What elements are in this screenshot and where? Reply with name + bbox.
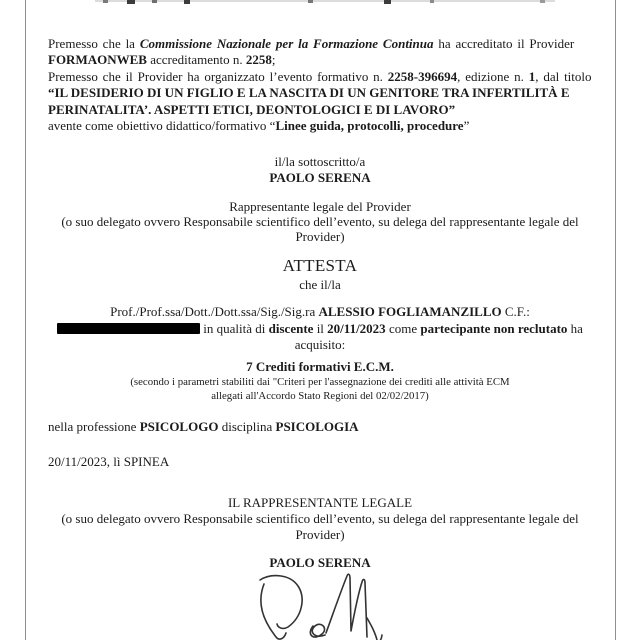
- text-run: PERINATALITA’. ASPETTI ETICI, DEONTOLOGICI E DI LAVORO”: [48, 101, 456, 117]
- credits-note: [28, 376, 612, 404]
- text-run: 2258: [245, 52, 272, 68]
- preamble-paragraph: [48, 36, 592, 134]
- preamble-line-1: [48, 36, 575, 52]
- attesta-block: [28, 255, 612, 293]
- text-run: disciplina: [218, 419, 276, 434]
- text-run: Linee guida, protocolli, procedure: [275, 118, 464, 134]
- legal-line: (o suo delegato ovvero Responsabile scientifico dell’evento, su delega del rappresentante legale del: [61, 511, 579, 526]
- text-run: , dal titolo: [535, 68, 592, 84]
- preamble-line-5: [48, 102, 575, 118]
- credits-block: [28, 359, 612, 404]
- text-run: C.F.:: [501, 304, 530, 319]
- text-fragment: [540, 0, 545, 3]
- redacted-codice-fiscale: [57, 323, 200, 334]
- credits-note-line-1: (secondo i parametri stabiliti dai "Criteri per l'assegnazione dei crediti alle attività ECM: [130, 376, 510, 388]
- text-run: “IL DESIDERIO DI UN FIGLIO E LA NASCITA DI UN GENITORE TRA INFERTILITÀ E: [48, 85, 570, 101]
- text-fragment: [127, 0, 135, 4]
- text-run: 1: [528, 68, 536, 84]
- preamble-line-2: [48, 52, 575, 68]
- attesta-heading: ATTESTA: [282, 256, 358, 275]
- subscriber-block: [28, 154, 612, 185]
- text-run: 2258-396694: [387, 68, 458, 84]
- credits-note-line-2: allegati all'Accordo Stato Regioni del 02/02/2017): [211, 389, 429, 402]
- text-run: ha: [567, 320, 583, 336]
- handwritten-signature: [249, 573, 399, 640]
- text-run: ”: [463, 118, 470, 134]
- attesta-subheading: che il/la: [299, 277, 341, 292]
- text-run: accreditamento n.: [146, 52, 246, 68]
- text-run: Premesso che la: [48, 36, 140, 51]
- subscriber-name: PAOLO SERENA: [269, 169, 371, 185]
- text-run: Premesso che il Provider ha organizzato l’evento formativo n.: [48, 68, 388, 84]
- text-run: FORMAONWEB: [48, 52, 147, 68]
- cut-off-text-remnant: [0, 0, 640, 5]
- profession-text: [48, 419, 359, 435]
- date-place-text: 20/11/2023, lì SPINEA: [48, 454, 170, 469]
- recipient-title-name: [28, 304, 612, 321]
- text-run: avente come obiettivo didattico/formativo “: [48, 118, 276, 134]
- credits-title: 7 Crediti formativi E.C.M.: [246, 359, 394, 374]
- text-run: nella professione: [48, 419, 140, 434]
- date-place-line: [48, 454, 169, 470]
- preamble-line-6: [48, 118, 575, 134]
- recipient-participation: [28, 321, 612, 338]
- profession-line: [48, 419, 359, 435]
- subscriber-role-line: Provider): [295, 229, 345, 245]
- subscriber-role-line: Rappresentante legale del Provider: [229, 199, 411, 214]
- preamble-line-3: [48, 68, 592, 85]
- text-run: il: [313, 320, 328, 336]
- text-run: , edizione n.: [457, 68, 529, 84]
- text-run: PSICOLOGIA: [275, 419, 359, 434]
- recipient-acquired: acquisito:: [294, 337, 346, 352]
- subscriber-intro: il/la sottoscritto/a: [274, 154, 366, 169]
- text-run: 20/11/2023: [327, 320, 386, 336]
- recipient-block: [28, 304, 612, 354]
- text-run: ;: [271, 52, 276, 68]
- text-run: in qualità di: [200, 320, 269, 336]
- page-border-left: [25, 0, 26, 640]
- text-run: PSICOLOGO: [139, 419, 219, 434]
- subscriber-role-block: [28, 199, 612, 245]
- text-run: discente: [268, 320, 314, 336]
- text-run: ALESSIO FOGLIAMANZILLO: [318, 304, 502, 319]
- signature-scrawl: [249, 573, 399, 640]
- text-fragment: [103, 0, 108, 3]
- text-fragment: [184, 0, 190, 4]
- preamble-line-4: [48, 85, 575, 101]
- text-fragment: [430, 0, 434, 3]
- legal-representative-block: [28, 495, 612, 543]
- text-fragment: [152, 0, 157, 3]
- signer-name-block: [28, 555, 612, 570]
- text-run: Commissione Nazionale per la Formazione Continua: [139, 36, 434, 51]
- text-run: Prof./Prof.ssa/Dott./Dott.ssa/Sig./Sig.ra: [110, 304, 319, 319]
- text-fragment: [308, 0, 313, 3]
- page-border-right: [615, 0, 616, 640]
- text-run: come: [385, 320, 421, 336]
- text-run: partecipante non reclutato: [420, 320, 568, 336]
- subscriber-role-line: (o suo delegato ovvero Responsabile scientifico dell’evento, su delega del rappresentante legale del: [61, 214, 579, 230]
- legal-line: Provider): [295, 527, 345, 542]
- legal-title: IL RAPPRESENTANTE LEGALE: [227, 495, 413, 510]
- text-fragment: [384, 0, 391, 4]
- signer-name: PAOLO SERENA: [269, 555, 371, 570]
- text-run: ha accreditato il Provider: [433, 36, 575, 51]
- text-fragment: [95, 0, 555, 2]
